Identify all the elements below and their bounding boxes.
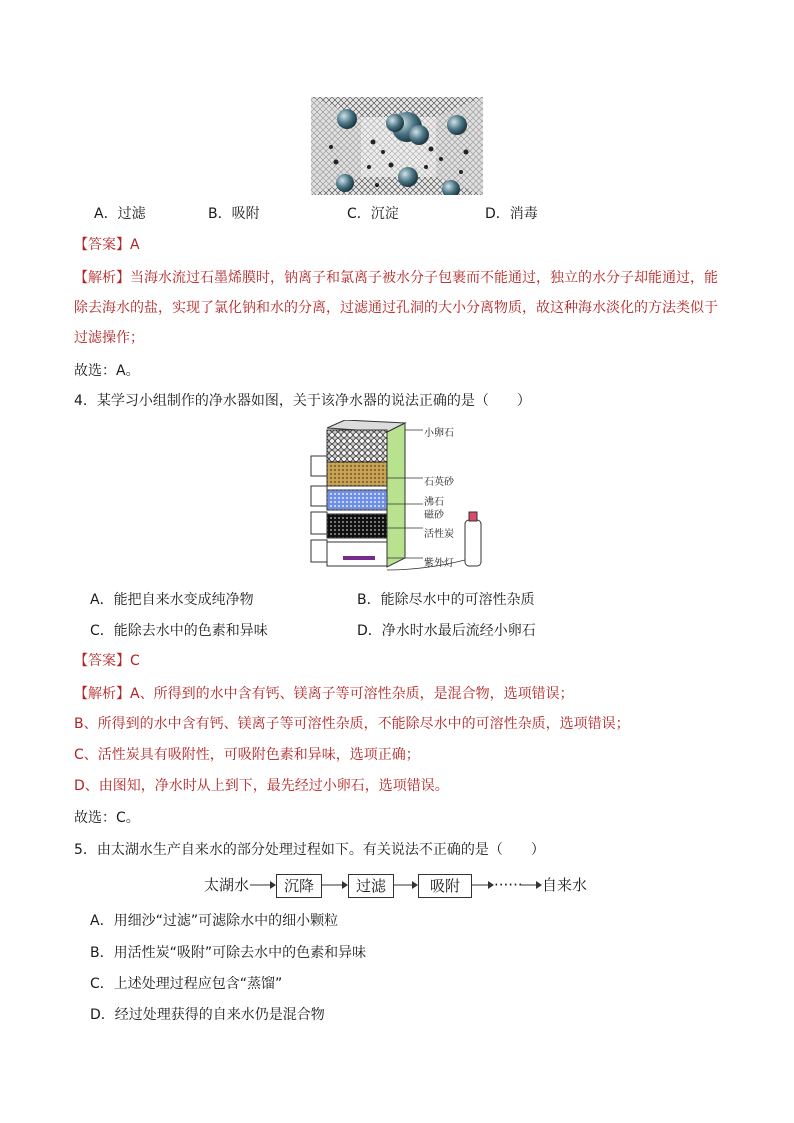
label-quartz: 石英砂 xyxy=(424,477,454,488)
flow-step-filtration: 过滤 xyxy=(348,874,394,898)
water-purifier-diagram xyxy=(305,420,495,575)
q4-option-c: C．能除去水中的色素和异味 xyxy=(90,623,268,639)
q4-stem: 4．某学习小组制作的净水器如图，关于该净水器的说法正确的是（ ） xyxy=(74,393,531,409)
q5-stem: 5．由太湖水生产自来水的部分处理过程如下。有关说法不正确的是（ ） xyxy=(74,842,545,858)
q3-option-d: D．消毒 xyxy=(485,206,538,222)
flow-source: 太湖水 xyxy=(204,876,250,894)
label-pebble: 小卵石 xyxy=(424,428,454,439)
answer-value: C xyxy=(130,653,140,669)
arrow-icon xyxy=(394,878,418,892)
q3-analysis-line-3: 过滤操作； xyxy=(74,330,144,346)
q5-option-c: C．上述处理过程应包含“蒸馏” xyxy=(90,976,283,992)
graphene-membrane-image xyxy=(311,97,483,195)
q4-choice: 故选：C。 xyxy=(74,810,140,826)
label-zeolite: 沸石 xyxy=(424,497,444,508)
answer-value: A xyxy=(130,237,140,253)
analysis-tag: 【解析】 xyxy=(74,270,130,286)
label-magnetite: 磁砂 xyxy=(424,510,444,521)
q5-option-b: B．用活性炭“吸附”可除去水中的色素和异味 xyxy=(90,945,367,961)
q4-analysis-line-4: D、由图知，净水时从上到下，最先经过小卵石，选项错误。 xyxy=(74,778,449,794)
answer-tag: 【答案】 xyxy=(74,237,130,253)
flow-dots: ······ xyxy=(494,876,523,894)
q3-analysis-line-2: 除去海水的盐，实现了氯化钠和水的分离，过滤通过孔洞的大小分离物质，故这种海水淡化的方法类似于 xyxy=(74,300,718,316)
q3-option-a: A．过滤 xyxy=(94,206,146,222)
arrow-icon xyxy=(322,878,348,892)
analysis-tag: 【解析】 xyxy=(74,686,130,702)
q4-option-a: A．能把自来水变成纯净物 xyxy=(90,592,254,608)
q5-option-d: D．经过处理获得的自来水仍是混合物 xyxy=(90,1007,325,1023)
q3-option-b: B．吸附 xyxy=(208,206,260,222)
q4-analysis-line-3: C、活性炭具有吸附性，可吸附色素和异味，选项正确； xyxy=(74,747,420,763)
flow-step-adsorption: 吸附 xyxy=(418,874,472,898)
q4-analysis-line-1: 【解析】A、所得到的水中含有钙、镁离子等可溶性杂质，是混合物，选项错误； xyxy=(74,686,574,702)
arrow-icon xyxy=(250,878,276,892)
q3-option-c: C．沉淀 xyxy=(347,206,399,222)
flow-result: 自来水 xyxy=(542,876,588,894)
q4-answer xyxy=(74,651,140,671)
q4-option-b: B．能除尽水中的可溶性杂质 xyxy=(357,592,535,608)
label-uv: 紫外灯 xyxy=(424,558,454,569)
flow-step-settling: 沉降 xyxy=(276,874,322,898)
q4-analysis-line-2: B、所得到的水中含有钙、镁离子等可溶性杂质，不能除尽水中的可溶性杂质，选项错误； xyxy=(74,716,630,732)
answer-tag: 【答案】 xyxy=(74,653,130,669)
q4-option-d: D．净水时水最后流经小卵石 xyxy=(357,623,536,639)
process-flow-diagram xyxy=(204,870,604,900)
q3-answer xyxy=(74,235,140,255)
q3-analysis-line-1: 【解析】当海水流过石墨烯膜时，钠离子和氯离子被水分子包裹而不能通过，独立的水分子却能通过，能 xyxy=(74,270,718,286)
q5-option-a: A．用细沙“过滤”可滤除水中的细小颗粒 xyxy=(90,913,339,929)
label-carbon: 活性炭 xyxy=(424,529,454,540)
arrow-icon xyxy=(472,878,494,892)
arrow-icon xyxy=(520,878,542,892)
q3-choice: 故选：A。 xyxy=(74,363,140,379)
